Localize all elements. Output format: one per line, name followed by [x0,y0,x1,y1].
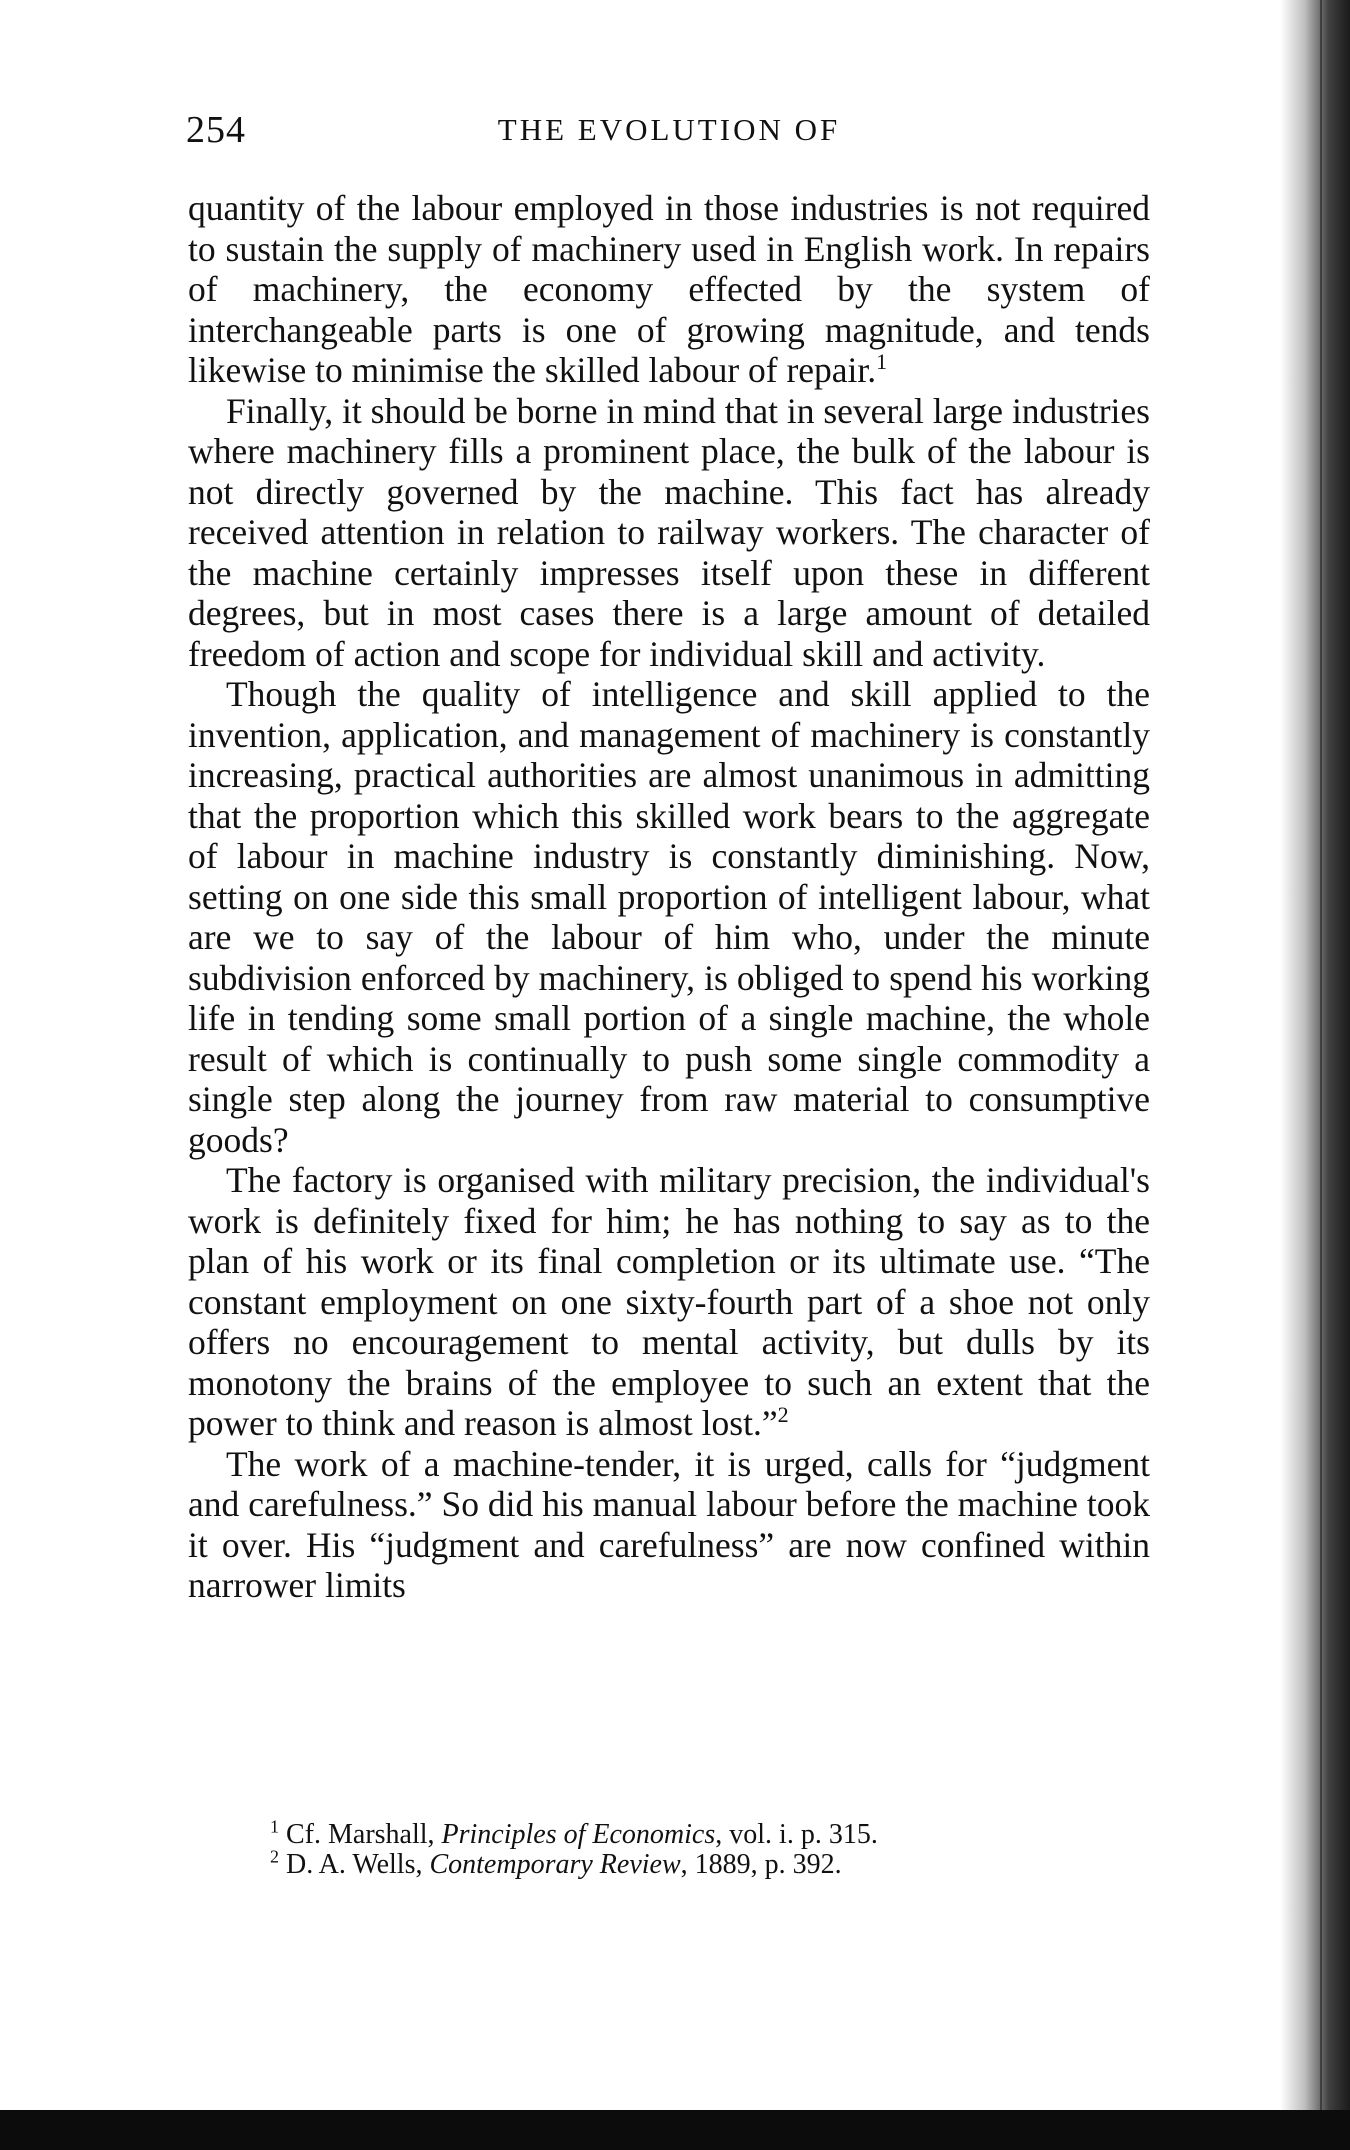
footnote-1 [270,1816,1070,1850]
paragraph-4 [188,1160,1150,1444]
footnote-2-marker: 2 [270,1846,279,1867]
footnote-2-title: Contemporary Review [429,1849,681,1880]
footnote-2 [270,1846,1070,1880]
running-title: THE EVOLUTION OF [497,112,841,147]
paragraph-2: Finally, it should be borne in mind that in several large industries where machinery fills a prominent place, the bulk of the labour is not directly governed by the machine. This fact has already received attention in relation to railway workers. The character of the machine certainly impresses itself upon these in different degrees, but in most cases there is a large amount of detailed freedom of action and scope for individual skill and activity. [188,390,1150,674]
paragraph-5: The work of a machine-tender, it is urged, calls for “judgment and carefulness.” So did his manual labour before the machine took it over. His “judgment and carefulness” are now confined within narrower limits [188,1443,1150,1605]
paragraph-4-text: The factory is organised with military precision, the individual's work is definitely fixed for him; he has nothing to say as to the plan of his work or its final completion or its ultimate use. “The constant employment on one sixty-fourth part of a shoe not only offers no encouragement to mental activity, but dulls by its monotony the brains of the employee to such an extent that the power to think and reason is almost lost.” [188,1160,1150,1443]
footnote-ref-1: 1 [876,349,888,375]
page-header [186,108,1152,154]
page-edge-line [1320,0,1322,2150]
footnotes [270,1816,1070,1880]
footnote-2-prefix: D. A. Wells, [286,1849,430,1880]
footnote-1-title: Principles of Economics [441,1819,716,1850]
footnote-2-suffix: , 1889, p. 392. [680,1849,842,1880]
footnote-1-marker: 1 [270,1816,279,1837]
paragraph-3: Though the quality of intelligence and skill applied to the invention, application, and management of machinery is constantly increasing, practical authorities are almost unanimous in admitting that the proportion which this skilled work bears to the aggregate of labour in machine industry is constantly diminishing. Now, setting on one side this small proportion of intelligent labour, what are we to say of the labour of him who, under the minute subdivision enforced by machinery, is obliged to spend his working life in tending some small portion of a single machine, the whole result of which is continually to push some single commodity a single step along the journey from raw material to consumptive goods? [188,674,1150,1160]
paragraph-1 [188,188,1150,391]
body-text [188,188,1150,1606]
footnote-1-suffix: , vol. i. p. 315. [715,1819,878,1850]
paragraph-1-text: quantity of the labour employed in those industries is not required to sustain the supply of machinery used in English work. In repairs of machinery, the economy effected by the system of interchangeable parts is one of growing magnitude, and tends likewise to minimise the skilled labour of repair. [188,188,1150,390]
footnote-1-prefix: Cf. Marshall, [286,1819,442,1850]
footnote-ref-2: 2 [777,1402,789,1428]
page-edge-shadow [1280,0,1350,2150]
page-number: 254 [186,109,246,151]
scan-bottom-band [0,2110,1350,2150]
